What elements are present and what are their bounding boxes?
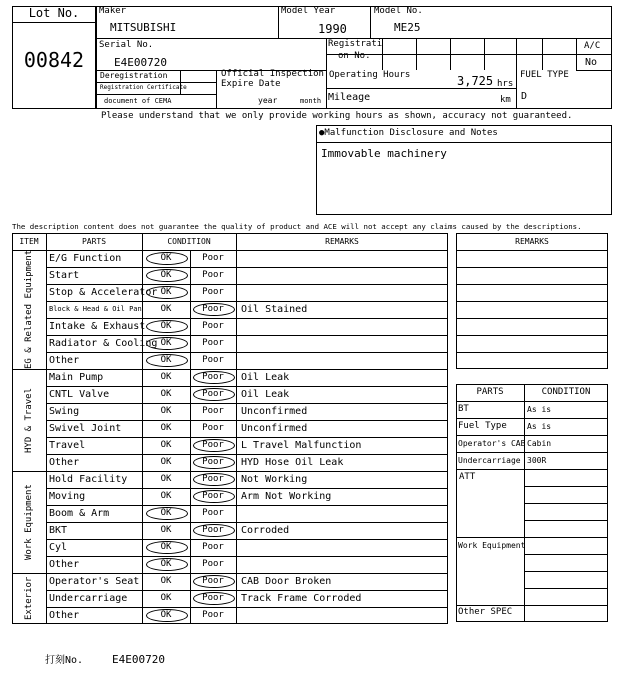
- header-parts: PARTS: [81, 237, 107, 246]
- registration-certificate-label: Registration Certificate: [100, 84, 187, 91]
- condition-poor: Poor: [202, 440, 224, 450]
- remark-text: Corroded: [241, 525, 290, 536]
- ok-circle-mark: [146, 320, 188, 333]
- malfunction-title: ●Malfunction Disclosure and Notes: [319, 128, 498, 138]
- ok-circle-mark: [146, 558, 188, 571]
- serial-no-value: E4E00720: [114, 56, 167, 69]
- condition-poor: Poor: [202, 559, 224, 569]
- condition-poor: Poor: [202, 508, 224, 518]
- part-name: Other: [49, 610, 80, 621]
- remark-text: HYD Hose Oil Leak: [241, 457, 344, 468]
- deregistration-label: Deregistration: [100, 71, 168, 80]
- serial-no-label: Serial No.: [99, 40, 154, 50]
- ok-circle-mark: [146, 507, 188, 520]
- part-name: Moving: [49, 491, 86, 502]
- part-name: CNTL Valve: [49, 389, 110, 400]
- poor-circle-mark: [193, 575, 235, 588]
- condition-ok: OK: [160, 525, 172, 535]
- remark-text: Unconfirmed: [241, 423, 308, 434]
- part-name: Radiator & Cooling: [49, 338, 158, 349]
- km-label: km: [500, 95, 511, 105]
- condition-poor: Poor: [202, 287, 224, 297]
- part-name: Swing: [49, 406, 80, 417]
- working-hours-notice: Please understand that we only provide working hours as shown, accuracy not guaranteed.: [101, 111, 573, 121]
- lot-no-value: 00842: [23, 48, 85, 72]
- condition-poor: Poor: [202, 355, 224, 365]
- part-name: Swivel Joint: [49, 423, 122, 434]
- spec-parts-header: PARTS: [476, 387, 504, 397]
- part-name: Block & Head & Oil Pan: [49, 305, 142, 313]
- remark-text: CAB Door Broken: [241, 576, 332, 587]
- group-label: Exterior: [24, 576, 34, 621]
- part-name: Intake & Exhaust: [49, 321, 146, 332]
- condition-ok: OK: [160, 338, 172, 348]
- part-name: Undercarriage: [49, 593, 128, 604]
- condition-ok: OK: [160, 423, 172, 433]
- condition-poor: Poor: [202, 304, 224, 314]
- remark-text: Oil Stained: [241, 304, 308, 315]
- condition-poor: Poor: [202, 253, 224, 263]
- part-name: Cyl: [49, 542, 68, 553]
- maker-value: MITSUBISHI: [110, 21, 177, 34]
- condition-ok: OK: [160, 440, 172, 450]
- mileage-label: Mileage: [328, 92, 371, 103]
- ok-circle-mark: [146, 269, 188, 282]
- ok-circle-mark: [146, 252, 188, 265]
- condition-ok: OK: [160, 321, 172, 331]
- model-year-value: 1990: [318, 22, 347, 36]
- condition-ok: OK: [160, 576, 172, 586]
- footer-stamp-value: E4E00720: [112, 653, 165, 666]
- remark-text: Track Frame Corroded: [241, 593, 362, 604]
- group-label: HYD & Travel: [24, 387, 34, 453]
- part-name: Other: [49, 559, 80, 570]
- group-label: EG & Related Equipment: [24, 249, 34, 369]
- condition-ok: OK: [160, 559, 172, 569]
- maker-label: Maker: [99, 6, 127, 16]
- inspection-label-2: Expire Date: [221, 79, 281, 89]
- part-name: BKT: [49, 525, 68, 536]
- poor-circle-mark: [193, 592, 235, 605]
- remark-text: Not Working: [241, 474, 308, 485]
- poor-circle-mark: [193, 371, 235, 384]
- ok-circle-mark: [146, 609, 188, 622]
- model-no-label: Model No.: [374, 6, 423, 16]
- right-remarks-header: REMARKS: [515, 237, 549, 246]
- operating-hours-label: Operating Hours: [329, 70, 411, 80]
- part-name: Operator's Seat: [49, 576, 140, 587]
- condition-poor: Poor: [202, 372, 224, 382]
- condition-ok: OK: [160, 287, 172, 297]
- condition-ok: OK: [160, 508, 172, 518]
- condition-ok: OK: [160, 474, 172, 484]
- spec-part: Fuel Type: [458, 421, 507, 431]
- remark-text: L Travel Malfunction: [241, 440, 362, 451]
- month-label: month: [300, 97, 322, 105]
- condition-poor: Poor: [202, 457, 224, 467]
- condition-ok: OK: [160, 406, 172, 416]
- poor-circle-mark: [193, 490, 235, 503]
- ok-circle-mark: [146, 286, 188, 299]
- poor-circle-mark: [193, 456, 235, 469]
- inspection-label-1: Official Inspection: [221, 69, 324, 79]
- condition-poor: Poor: [202, 593, 224, 603]
- part-name: Travel: [49, 440, 86, 451]
- malfunction-text: Immovable machinery: [321, 147, 447, 160]
- poor-circle-mark: [193, 524, 235, 537]
- spec-work-equipment-label: Work Equipment: [458, 541, 526, 550]
- spec-condition: As is: [527, 422, 552, 431]
- ac-value: No: [585, 57, 598, 68]
- spec-other-label: Other SPEC: [458, 607, 513, 617]
- condition-ok: OK: [160, 610, 172, 620]
- poor-circle-mark: [193, 388, 235, 401]
- registration-no-label-2: on No.: [338, 51, 371, 61]
- group-label: Work Equipment: [24, 484, 34, 560]
- condition-poor: Poor: [202, 423, 224, 433]
- condition-ok: OK: [160, 270, 172, 280]
- condition-poor: Poor: [202, 406, 224, 416]
- condition-ok: OK: [160, 372, 172, 382]
- condition-ok: OK: [160, 253, 172, 263]
- spec-condition: 300R: [527, 456, 547, 465]
- year-label: year: [258, 96, 278, 105]
- spec-att-label: ATT: [459, 472, 476, 482]
- part-name: Stop & Accelerator: [49, 287, 158, 298]
- cema-label: document of CEMA: [104, 97, 172, 105]
- condition-poor: Poor: [202, 321, 224, 331]
- remark-text: Arm Not Working: [241, 491, 332, 502]
- ac-label: A/C: [584, 41, 601, 51]
- model-no-value: ME25: [394, 21, 421, 34]
- part-name: Start: [49, 270, 80, 281]
- header-condition: CONDITION: [167, 237, 211, 246]
- part-name: E/G Function: [49, 253, 122, 264]
- condition-ok: OK: [160, 491, 172, 501]
- lot-no-label: Lot No.: [28, 6, 80, 20]
- condition-poor: Poor: [202, 542, 224, 552]
- condition-poor: Poor: [202, 338, 224, 348]
- fuel-type-value: D: [521, 91, 528, 102]
- condition-poor: Poor: [202, 270, 224, 280]
- operating-hours-value: 3,725: [457, 74, 494, 88]
- ok-circle-mark: [146, 541, 188, 554]
- remark-text: Oil Leak: [241, 389, 290, 400]
- condition-ok: OK: [160, 355, 172, 365]
- spec-part: Undercarriage: [458, 456, 521, 465]
- spec-part: Operator's CAB: [458, 439, 526, 448]
- spec-condition: Cabin: [527, 439, 552, 448]
- fuel-type-label: FUEL TYPE: [520, 70, 569, 80]
- remark-text: Oil Leak: [241, 372, 290, 383]
- condition-ok: OK: [160, 593, 172, 603]
- header-remarks: REMARKS: [325, 237, 359, 246]
- model-year-label: Model Year: [281, 6, 336, 16]
- part-name: Hold Facility: [49, 474, 128, 485]
- header-item: ITEM: [19, 237, 39, 246]
- part-name: Boom & Arm: [49, 508, 110, 519]
- poor-circle-mark: [193, 439, 235, 452]
- spec-condition: As is: [527, 405, 552, 414]
- spec-condition-header: CONDITION: [541, 387, 591, 397]
- disclaimer: The description content does not guarantee the quality of product and ACE will not accept any claims caused by the descriptions.: [12, 222, 582, 231]
- condition-poor: Poor: [202, 389, 224, 399]
- condition-poor: Poor: [202, 610, 224, 620]
- registration-no-label-1: Registrati: [328, 39, 383, 49]
- condition-poor: Poor: [202, 525, 224, 535]
- condition-ok: OK: [160, 389, 172, 399]
- condition-ok: OK: [160, 304, 172, 314]
- ok-circle-mark: [146, 354, 188, 367]
- condition-poor: Poor: [202, 491, 224, 501]
- part-name: Other: [49, 457, 80, 468]
- spec-part: BT: [458, 404, 469, 414]
- hrs-label: hrs: [497, 79, 514, 89]
- condition-ok: OK: [160, 542, 172, 552]
- condition-ok: OK: [160, 457, 172, 467]
- ok-circle-mark: [146, 337, 188, 350]
- poor-circle-mark: [193, 303, 235, 316]
- condition-poor: Poor: [202, 474, 224, 484]
- footer-stamp-label: 打刻No.: [45, 655, 84, 666]
- remark-text: Unconfirmed: [241, 406, 308, 417]
- condition-poor: Poor: [202, 576, 224, 586]
- part-name: Main Pump: [49, 372, 104, 383]
- part-name: Other: [49, 355, 80, 366]
- poor-circle-mark: [193, 473, 235, 486]
